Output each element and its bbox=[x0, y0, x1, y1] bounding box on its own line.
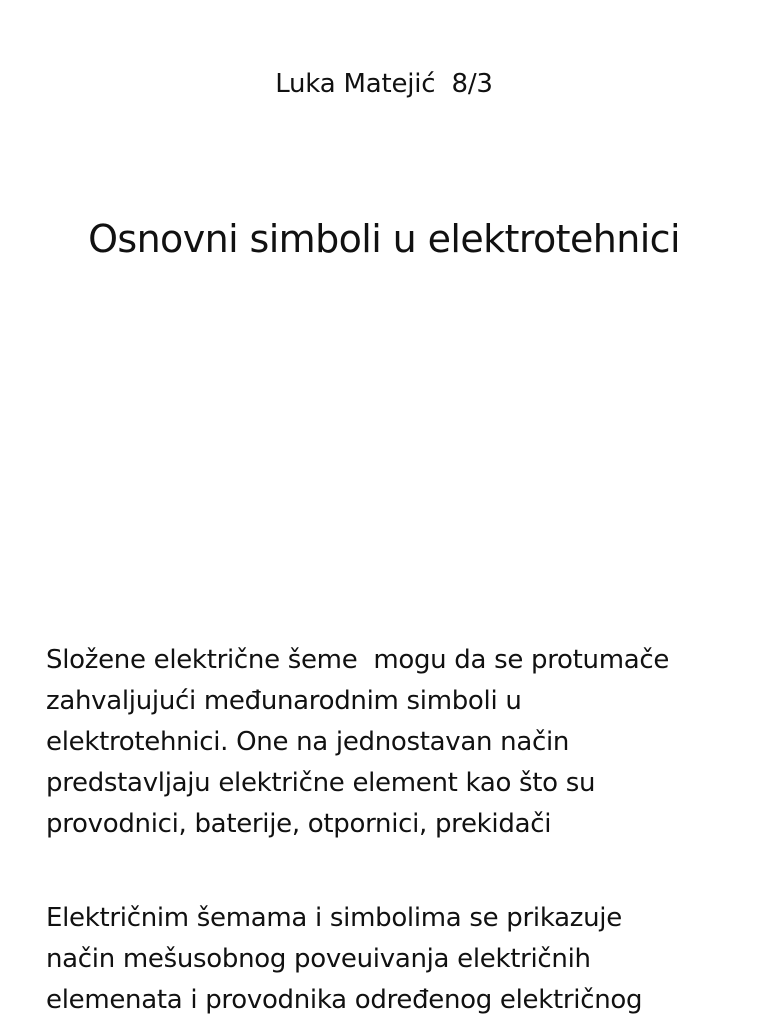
body-paragraph-1 bbox=[46, 640, 746, 845]
paragraph-line: elemenata i provodnika određenog električnog bbox=[46, 985, 643, 1015]
paragraph-line: zahvaljujući međunarodnim simboli u bbox=[46, 686, 522, 716]
paragraph-line: Složene električne šeme mogu da se protumače bbox=[46, 645, 670, 675]
document-title: Osnovni simboli u elektrotehnici bbox=[88, 217, 680, 261]
paragraph-line: provodnici, baterije, otpornici, prekidači bbox=[46, 809, 552, 839]
paragraph-line: način mešusobnog poveuivanja električnih bbox=[46, 944, 591, 974]
body-paragraph-2 bbox=[46, 898, 746, 1021]
paragraph-line: predstavljaju električne element kao što su bbox=[46, 768, 596, 798]
author-line: Luka Matejić 8/3 bbox=[275, 69, 493, 99]
paragraph-line: Električnim šemama i simbolima se prikazuje bbox=[46, 903, 622, 933]
paragraph-line: elektrotehnici. One na jednostavan način bbox=[46, 727, 570, 757]
